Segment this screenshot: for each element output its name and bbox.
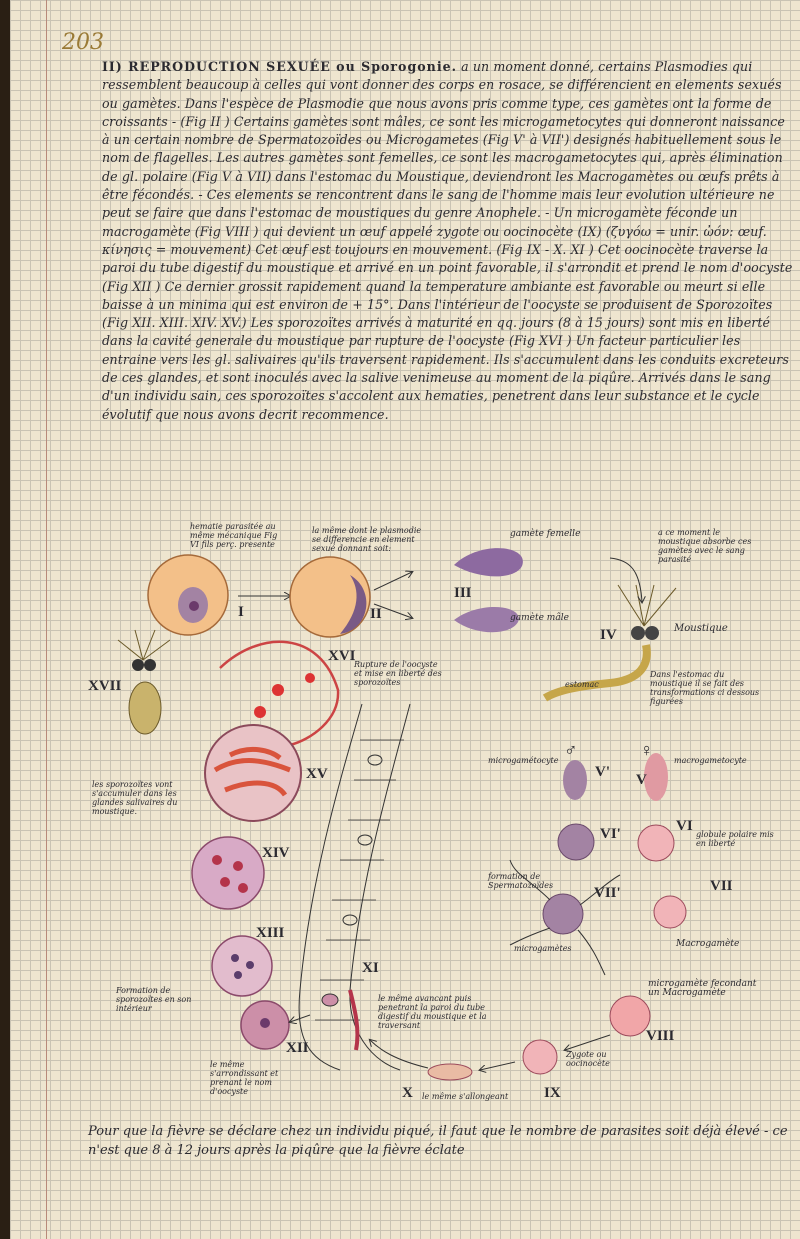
numeral-xii: XII — [286, 1040, 309, 1056]
label-sporozoites: les sporozoïtes vont s'accumuler dans les glandes salivaires du moustique. — [92, 780, 178, 816]
label-gamete-male: gamète mâle — [510, 613, 569, 623]
fig-vi-prime — [558, 824, 594, 860]
fig-x — [428, 1064, 472, 1080]
fig-xii-oocyst-young — [241, 1001, 289, 1049]
label-transformations: Dans l'estomac du moustique il se fait des transformations ci dessous figurées — [650, 670, 760, 706]
label-feconde: microgamète fecondant un Macrogamète — [648, 979, 757, 998]
label-macrogamete: Macrogamète — [676, 939, 740, 949]
page-number: 203 — [62, 30, 104, 55]
label-zygote: Zygote ou oocinocète — [566, 1050, 610, 1068]
numeral-xi: XI — [362, 960, 379, 976]
numeral-ii: II — [370, 606, 382, 622]
label-formation: formation de Spermatozoïdes — [488, 872, 554, 890]
label-moustique: Moustique — [674, 623, 728, 634]
label-allonge: le même s'allongeant — [422, 1092, 509, 1101]
fig-vi — [638, 825, 674, 861]
numeral-xvi: XVI — [328, 648, 356, 664]
fig-viii — [610, 996, 650, 1036]
fig-vii — [654, 896, 686, 928]
label-moment: a ce moment le moustique absorbe ces gamètes avec le sang parasité — [658, 528, 752, 564]
label-avancant: le même avancant puis penetrant la paroi du tube digestif du moustique et la traversant — [378, 994, 487, 1030]
female-symbol: ♀ — [640, 740, 654, 760]
label-gamete-femelle: gamète femelle — [510, 529, 581, 539]
label-macrogametocyte: macrogametocyte — [674, 756, 747, 765]
label-globule: globule polaire mis en liberté — [696, 830, 774, 848]
notebook-page — [10, 0, 800, 1239]
label-microgametocyte: microgamétocyte — [488, 756, 559, 765]
numeral-xiii: XIII — [256, 925, 285, 941]
numeral-i: I — [238, 604, 244, 620]
fig-xiii-oocyst — [212, 936, 272, 996]
numeral-vi: VI — [676, 818, 693, 834]
fig-xv-oocyst-mature — [205, 725, 301, 821]
numeral-v: V — [636, 772, 647, 788]
numeral-xiv: XIV — [262, 845, 290, 861]
life-cycle-illustration — [10, 0, 800, 1239]
gamete-femelle — [454, 548, 523, 576]
label-rupture: Rupture de l'oocyste et mise en liberté des sporozoïtes — [354, 660, 442, 687]
numeral-iii: III — [454, 585, 472, 601]
label-microgametes: microgamètes — [514, 944, 572, 953]
label-hematie: hematie parasitée au même mécanique Fig VI fils perç. presente — [190, 522, 278, 549]
label-la-meme: la même dont le plasmodie se differencie en element sexué donnant soit: — [312, 526, 422, 553]
label-arrondit: le même s'arrondissant et prenant le nom d'oocyste — [210, 1060, 279, 1096]
numeral-vii: VII — [710, 878, 733, 894]
footer-note: Pour que la fièvre se déclare chez un individu piqué, il faut que le nombre de parasites soit déjà élevé - ce n'est que 8 à 12 jours après la piqûre que la fièvre éclate — [88, 1124, 788, 1158]
numeral-ix: IX — [544, 1085, 561, 1101]
fig-xvii-mosquito — [118, 630, 170, 734]
fig-xiv-oocyst — [192, 837, 264, 909]
numeral-vii-prime: VII' — [594, 885, 621, 901]
numeral-viii: VIII — [646, 1028, 675, 1044]
numeral-x: X — [402, 1085, 413, 1101]
page-binding — [0, 0, 10, 1239]
numeral-xv: XV — [306, 766, 328, 782]
fig-ii-differentiation — [290, 557, 370, 637]
body-paragraph: a un moment donné, certains Plasmodies qui ressemblent beaucoup à celles qui vont donner des corps en rosace, se différencient en elements sexués ou gamètes. Dans l'espèce de Plasmodie que nous avons pris comme type, ces gamètes ont la forme de croissants - (Fig II ) Certains gamètes sont mâles, ce sont les microgametocytes qui donneront naissance à un certain nombre de Spermatozoïdes ou Microgametes (Fig V' à VII') designés habituellement sous le nom de flagelles. Les autres gamètes sont femelles, ce sont les macrogametocytes qui, après élimination de gl. polaire (Fig V à VII) dans l'estomac du Moustique, deviendront les Macrogamètes ou œufs prêts à être fécondés. - Ces elements se rencontrent dans le sang de l'homme mais leur evolution ultérieure ne peut se faire que dans l'estomac de moustiques du genre Anophele. - Un microgamète féconde un macrogamète (Fig VIII ) qui devient un œuf appelé zygote ou oocinocète (IX) (ζυγόω = unir. ὠόν: œuf. κίνησις = mouvement) Cet œuf est toujours en mouvement. (Fig IX - X. XI ) Cet oocinocète traverse la paroi du tube digestif du moustique et arrivé en un point favorable, il s'arrondit et prend le nom d'oocyste (Fig XII ) Ce dernier grossit rapidement quand la temperature ambiante est favorable ou meurt si elle baisse à un minima qui est environ de + 15°. Dans l'intérieur de l'oocyste se produisent de Sporozoïtes (Fig XII. XIII. XIV. XV.) Les sporozoïtes arrivés à maturité en qq. jours (8 à 15 jours) sont mis en liberté dans la cavité generale du moustique par rupture de l'oocyste (Fig XVI ) Un facteur particulier les entraine vers les gl. salivaires qu'ils traversent rapidement. Ils s'accumulent dans les conduits excreteurs de ces glandes, et sont inoculés avec la salive venimeuse au moment de la piqûre. Arrivés dans le sang d'un individu sain, ces sporozoïtes s'accolent aux hematies, penetrent dans leur substance et le cycle évolutif que nous avons decrit recommence. — [102, 59, 793, 422]
label-estomac: estomac — [565, 680, 599, 689]
section-heading: II) REPRODUCTION SEXUÉE ou Sporogonie. — [102, 59, 458, 74]
numeral-xvii: XVII — [88, 678, 122, 694]
numeral-vi-prime: VI' — [600, 826, 621, 842]
fig-ix — [523, 1040, 557, 1074]
label-formation-sporozoites: Formation de sporozoïtes en son intérieur — [116, 986, 192, 1013]
numeral-iv: IV — [600, 627, 617, 643]
male-symbol: ♂ — [564, 740, 578, 760]
fig-v-prime — [563, 760, 587, 800]
numeral-v-prime: V' — [595, 764, 610, 780]
fig-i-hematie — [148, 555, 228, 635]
